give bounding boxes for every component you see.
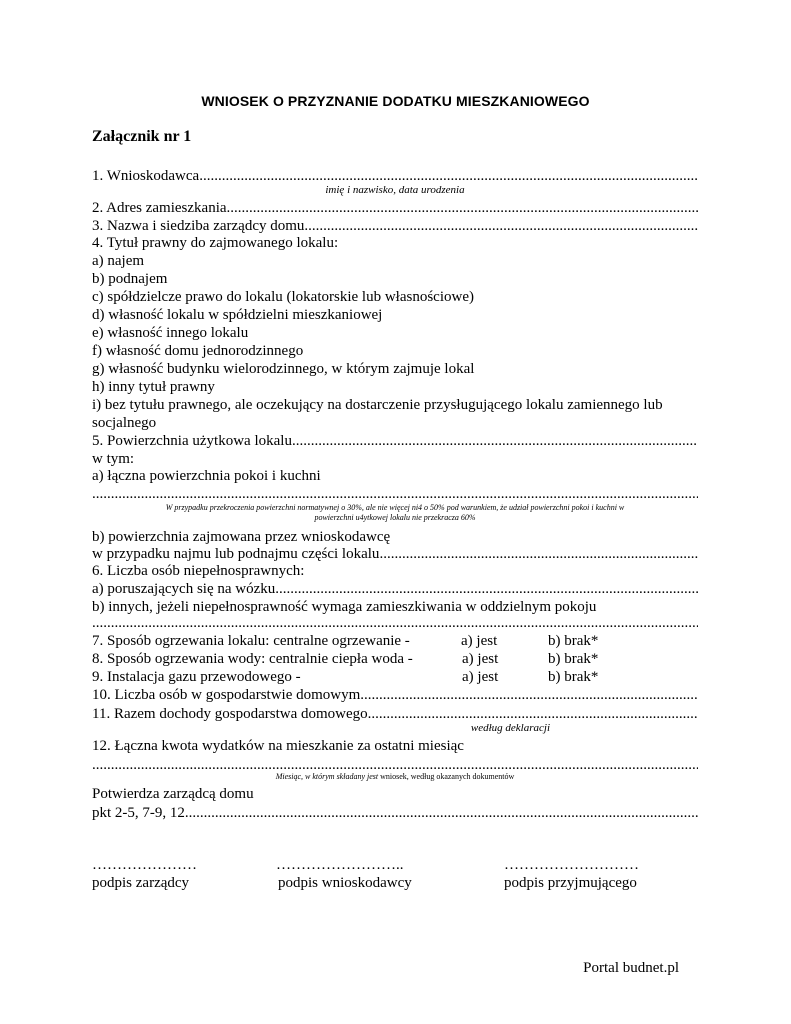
signature-label-applicant: podpis wnioskodawcy [278, 875, 412, 891]
field-label: a) poruszających się na wózku [92, 581, 276, 597]
field-wheelchair[interactable] [92, 580, 698, 598]
field-label: w przypadku najmu lub podnajmu części lokalu [92, 546, 380, 562]
signature-line-receiver[interactable]: ……………………… [504, 857, 639, 873]
field-applicant[interactable] [92, 167, 698, 185]
field-note: W przypadku przekroczenia powierzchni normatywnej o 30%, ale nie więcej ni4 o 50% pod warunkiem, że udział powierzchni pokoi i kuchni w [165, 503, 625, 512]
list-item: a) najem [92, 253, 145, 269]
list-item: d) własność lokalu w spółdzielni mieszkaniowej [92, 307, 383, 323]
option-yes[interactable]: a) jest [462, 651, 499, 667]
option-no[interactable]: b) brak* [548, 633, 599, 649]
list-item: h) inny tytuł prawny [92, 379, 215, 395]
field-occupied-area[interactable] [92, 545, 698, 563]
confirm-label: Potwierdza zarządcą domu [92, 786, 254, 802]
field-manager[interactable] [92, 217, 698, 235]
document-title: WNIOSEK O PRZYZNANIE DODATKU MIESZKANIOWEGO [201, 93, 590, 109]
field-rooms-area[interactable] [92, 485, 698, 503]
field-label: 5. Powierzchnia użytkowa lokalu [92, 433, 292, 449]
field-address[interactable] [92, 199, 698, 217]
field-note: Miesiąc, w którym składany jest wniosek, według okazanych dokumentów [275, 772, 515, 781]
list-item: b) podnajem [92, 271, 168, 287]
list-item: c) spółdzielcze prawo do lokalu (lokatorskie lub własnościowe) [92, 289, 474, 305]
field-label: 1. Wnioskodawca [92, 168, 200, 184]
field-label: 10. Liczba osób w gospodarstwie domowym [92, 687, 361, 703]
field-label: b) innych, jeżeli niepełnosprawność wymaga zamieszkiwania w oddzielnym pokoju [92, 599, 597, 615]
list-item: g) własność budynku wielorodzinnego, w którym zajmuje lokal [92, 361, 475, 377]
field-usable-area[interactable] [92, 432, 698, 450]
field-note: według deklaracji [470, 722, 550, 734]
field-other-disabled[interactable] [92, 614, 698, 632]
field-hot-water: 8. Sposób ogrzewania wody: centralnie ciepła woda - [92, 651, 413, 667]
signature-label-receiver: podpis przyjmującego [504, 875, 637, 891]
field-confirm-points[interactable] [92, 804, 698, 822]
field-label: 2. Adres zamieszkania [92, 200, 227, 216]
attachment-label: Załącznik nr 1 [92, 128, 192, 145]
signature-line-applicant[interactable]: …………………….. [276, 857, 404, 873]
field-label: 3. Nazwa i siedziba zarządcy domu [92, 218, 305, 234]
option-no[interactable]: b) brak* [548, 651, 599, 667]
field-heating: 7. Sposób ogrzewania lokalu: centralne ogrzewanie - [92, 633, 410, 649]
field-label: pkt 2-5, 7-9, 12 [92, 805, 185, 821]
field-gas: 9. Instalacja gazu przewodowego - [92, 669, 301, 685]
field-label: 12. Łączna kwota wydatków na mieszkanie za ostatni miesiąc [92, 738, 464, 754]
signature-label-manager: podpis zarządcy [92, 875, 190, 891]
subheading: w tym: [92, 451, 135, 467]
field-label: 11. Razem dochody gospodarstwa domowego [92, 706, 368, 722]
option-yes[interactable]: a) jest [462, 669, 499, 685]
option-yes[interactable]: a) jest [461, 633, 498, 649]
list-item: i) bez tytułu prawnego, ale oczekujący na dostarczenie przysługującego lokalu zamiennego lub [92, 397, 663, 413]
field-note: imię i nazwisko, data urodzenia [325, 184, 465, 196]
field-household-income[interactable] [92, 705, 698, 723]
section-heading: 4. Tytuł prawny do zajmowanego lokalu: [92, 235, 339, 251]
section-heading: 6. Liczba osób niepełnosprawnych: [92, 563, 305, 579]
field-note: powierzchni u4ytkowej lokalu nie przekracza 60% [314, 513, 476, 522]
list-item-continued: socjalnego [92, 415, 157, 431]
signature-line-manager[interactable]: ………………… [92, 857, 197, 873]
field-household-size[interactable] [92, 686, 698, 704]
list-item: e) własność innego lokalu [92, 325, 249, 341]
option-no[interactable]: b) brak* [548, 669, 599, 685]
footer-source: Portal budnet.pl [583, 960, 679, 976]
field-label: a) łączna powierzchnia pokoi i kuchni [92, 468, 321, 484]
field-label: b) powierzchnia zajmowana przez wnioskodawcę [92, 529, 391, 545]
list-item: f) własność domu jednorodzinnego [92, 343, 304, 359]
